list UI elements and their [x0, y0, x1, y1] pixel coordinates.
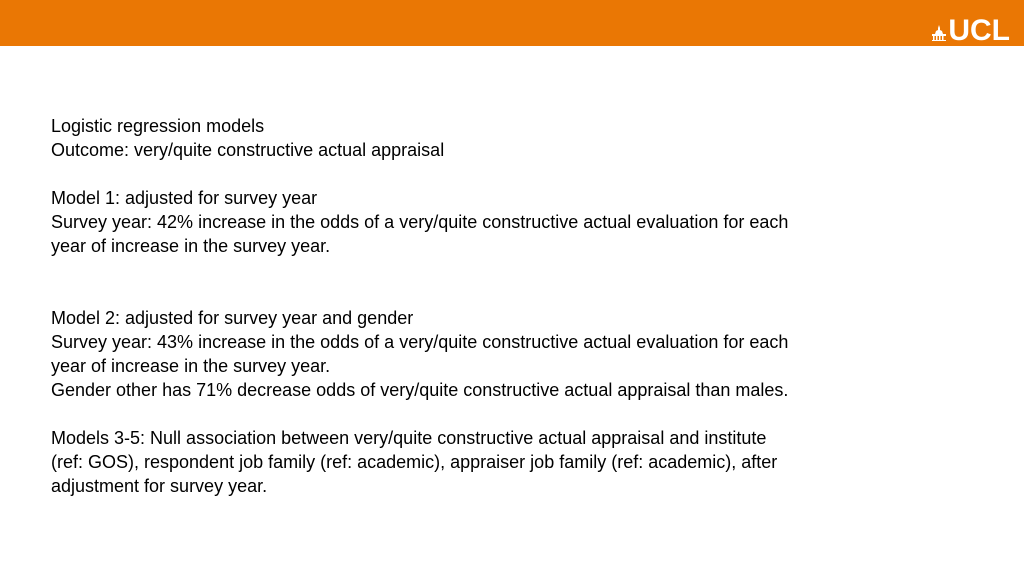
slide-body — [51, 114, 911, 498]
models3to5-line: adjustment for survey year. — [51, 476, 268, 496]
models3to5-line: (ref: GOS), respondent job family (ref: academic), appraiser job family (ref: academic), after — [51, 452, 778, 472]
model1-line: Survey year: 42% increase in the odds of a very/quite constructive actual evaluation for each — [51, 212, 789, 232]
outcome-line: Outcome: very/quite constructive actual appraisal — [51, 140, 445, 160]
header-bar — [0, 0, 1024, 46]
models3to5-line: Models 3-5: Null association between very/quite constructive actual appraisal and institute — [51, 428, 767, 448]
ucl-logo — [932, 14, 1010, 47]
ucl-portico-icon — [932, 25, 946, 41]
model1-line: year of increase in the survey year. — [51, 236, 331, 256]
ucl-logo-text: UCL — [948, 14, 1010, 47]
model2-line: Gender other has 71% decrease odds of very/quite constructive actual appraisal than males. — [51, 380, 789, 400]
intro-line: Logistic regression models — [51, 116, 265, 136]
model2-line: Survey year: 43% increase in the odds of a very/quite constructive actual evaluation for each — [51, 332, 789, 352]
model1-title: Model 1: adjusted for survey year — [51, 188, 318, 208]
model2-line: year of increase in the survey year. — [51, 356, 331, 376]
model2-title: Model 2: adjusted for survey year and gender — [51, 308, 414, 328]
